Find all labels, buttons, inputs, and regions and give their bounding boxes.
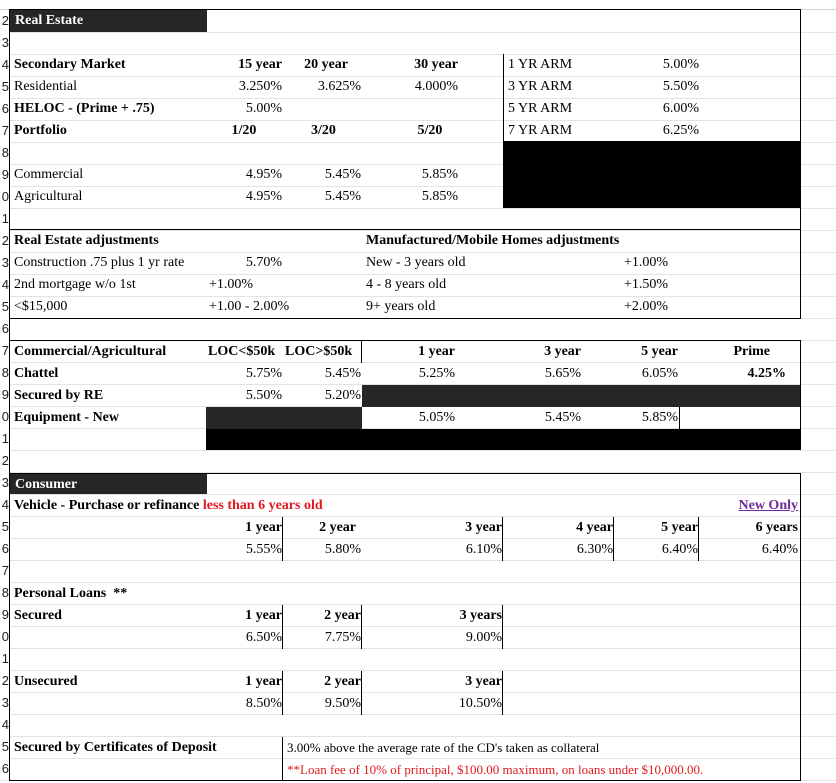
border-line [800, 229, 801, 319]
secured-term-1[interactable]: 1 year [245, 608, 282, 623]
secured-re-loc-over[interactable]: 5.20% [324, 388, 361, 403]
agricultural-20yr[interactable]: 5.45% [324, 189, 361, 204]
header-prime[interactable]: Prime [733, 344, 770, 359]
row-number[interactable]: 2 [0, 10, 10, 33]
row-number[interactable]: 5 [0, 296, 10, 319]
vehicle-rate-1[interactable]: 5.55% [245, 542, 282, 557]
sheet-row [0, 692, 836, 714]
row-number[interactable]: 3 [0, 32, 10, 55]
grid-line [9, 560, 836, 583]
row-number[interactable]: 5 [0, 76, 10, 99]
chattel-label[interactable]: Chattel [14, 366, 59, 381]
grid-line [9, 32, 836, 55]
arm-label-5[interactable]: 5 YR ARM [508, 101, 573, 116]
arm-label-3[interactable]: 3 YR ARM [508, 79, 573, 94]
blocked-cells [362, 385, 800, 407]
arm-label-1[interactable]: 1 YR ARM [508, 57, 573, 72]
vehicle-term-1[interactable]: 1 year [245, 520, 282, 535]
commercial-15yr[interactable]: 4.95% [245, 167, 282, 182]
mh-val-new[interactable]: +1.00% [623, 255, 668, 270]
prime-rate[interactable]: 4.25% [747, 366, 786, 381]
vehicle-rate-5[interactable]: 6.40% [661, 542, 698, 557]
second-mortgage-adj[interactable]: +1.00% [209, 277, 254, 292]
vehicle-rate-4[interactable]: 6.30% [576, 542, 613, 557]
construction-label[interactable]: Construction .75 plus 1 yr rate [14, 255, 185, 270]
border-line [282, 517, 283, 561]
row-number[interactable]: 2 [0, 670, 10, 693]
border-line [361, 671, 362, 715]
mh-label-9plus[interactable]: 9+ years old [366, 299, 436, 314]
secured-rate-3[interactable]: 9.00% [465, 630, 502, 645]
row-number[interactable]: 1 [0, 648, 10, 671]
border-line [503, 54, 504, 142]
row-number[interactable]: 8 [0, 582, 10, 605]
sheet-row [0, 450, 836, 472]
commercial-label[interactable]: Commercial [14, 167, 84, 182]
row-number[interactable]: 3 [0, 472, 10, 495]
unsecured-term-1[interactable]: 1 year [245, 674, 282, 689]
row-number[interactable]: 7 [0, 120, 10, 143]
arm-label-7[interactable]: 7 YR ARM [508, 123, 573, 138]
secured-term-3[interactable]: 3 years [459, 608, 502, 623]
portfolio-15yr[interactable]: 1/20 [231, 123, 257, 138]
row-number[interactable]: 6 [0, 318, 10, 341]
row-number[interactable]: 7 [0, 340, 10, 363]
row-number[interactable]: 3 [0, 692, 10, 715]
chattel-loc-over[interactable]: 5.45% [324, 366, 361, 381]
equipment-label[interactable]: Equipment - New [14, 410, 120, 425]
row-number[interactable]: 4 [0, 274, 10, 297]
second-mortgage-label[interactable]: 2nd mortgage w/o 1st [14, 277, 136, 292]
border-line [282, 737, 283, 781]
agricultural-30yr[interactable]: 5.85% [421, 189, 458, 204]
unsecured-rate-3[interactable]: 10.50% [458, 696, 502, 711]
unsecured-term-3[interactable]: 3 year [465, 674, 502, 689]
under-15000-label[interactable]: <$15,000 [14, 299, 68, 314]
sheet-row [0, 538, 836, 560]
arm-rate-7[interactable]: 6.25% [662, 123, 699, 138]
row-number[interactable]: 2 [0, 230, 10, 253]
border-line [698, 517, 699, 561]
mh-adjustments-title[interactable]: Manufactured/Mobile Homes adjustments [366, 233, 620, 248]
vehicle-term-3[interactable]: 3 year [465, 520, 502, 535]
new-only-link[interactable]: New Only [738, 498, 798, 513]
commercial-30yr[interactable]: 5.85% [421, 167, 458, 182]
border-line [502, 605, 503, 649]
portfolio-20yr[interactable]: 3/20 [311, 123, 336, 138]
sheet-row [0, 670, 836, 692]
loan-fee-note[interactable]: **Loan fee of 10% of principal, $100.00 maximum, on loans under $10,000.00. [287, 762, 704, 777]
row-number[interactable]: 0 [0, 626, 10, 649]
chattel-1-year[interactable]: 5.25% [418, 366, 455, 381]
row-number[interactable]: 5 [0, 516, 10, 539]
grid-line [9, 318, 836, 341]
equipment-3-year[interactable]: 5.45% [544, 410, 581, 425]
sheet-row [0, 516, 836, 538]
border-line [361, 605, 362, 649]
sheet-row [0, 604, 836, 626]
border-line [613, 517, 614, 561]
agricultural-15yr[interactable]: 4.95% [245, 189, 282, 204]
vehicle-label[interactable] [14, 495, 323, 517]
arm-rate-1[interactable]: 5.00% [662, 57, 699, 72]
vehicle-term-2[interactable]: 2 year [319, 520, 356, 535]
sheet-row [0, 208, 836, 230]
row-number[interactable]: 0 [0, 186, 10, 209]
row-number[interactable]: 8 [0, 362, 10, 385]
row-number[interactable]: 4 [0, 494, 10, 517]
residential-label[interactable]: Residential [14, 79, 77, 94]
commercial-20yr[interactable]: 5.45% [324, 167, 361, 182]
blocked-cells [503, 142, 800, 208]
commercial-ag-title[interactable]: Commercial/Agricultural [14, 344, 167, 359]
row-number[interactable]: 1 [0, 428, 10, 451]
border-line [502, 517, 503, 561]
border-line [679, 407, 680, 429]
header-3-year[interactable]: 3 year [544, 344, 581, 359]
unsecured-term-2[interactable]: 2 year [324, 674, 361, 689]
mh-label-4-8[interactable]: 4 - 8 years old [366, 277, 447, 292]
real-estate-title[interactable]: Real Estate [10, 10, 207, 32]
secured-re-label[interactable]: Secured by RE [14, 388, 104, 403]
secured-re-loc-under[interactable]: 5.50% [245, 388, 282, 403]
border-line [9, 9, 10, 781]
grid-line [9, 714, 836, 737]
vehicle-rate-3[interactable]: 6.10% [465, 542, 502, 557]
cd-note[interactable]: 3.00% above the average rate of the CD's taken as collateral [287, 740, 600, 755]
border-line [282, 605, 283, 649]
row-number[interactable]: 6 [0, 538, 10, 561]
sheet-row [0, 626, 836, 648]
heloc-label[interactable]: HELOC - (Prime + .75) [14, 101, 155, 116]
header-loc-under-50k[interactable]: LOC<$50k [208, 344, 276, 359]
header-loc-over-50k[interactable]: LOC>$50k [285, 344, 353, 359]
grid-line [9, 648, 836, 671]
sheet-row [0, 648, 836, 670]
residential-20yr[interactable]: 3.625% [317, 79, 361, 94]
vehicle-age-note: less than 6 years old [202, 498, 323, 513]
row-number[interactable]: 1 [0, 208, 10, 231]
vehicle-rate-6[interactable]: 6.40% [761, 542, 798, 557]
unsecured-rate-1[interactable]: 8.50% [245, 696, 282, 711]
residential-30yr[interactable]: 4.000% [414, 79, 458, 94]
mh-label-new[interactable]: New - 3 years old [366, 255, 466, 270]
equipment-1-year[interactable]: 5.05% [418, 410, 455, 425]
row-number[interactable]: 9 [0, 164, 10, 187]
border-line [282, 671, 283, 715]
border-line [361, 341, 362, 363]
border-line [9, 318, 800, 319]
personal-loans-label[interactable] [14, 583, 127, 605]
term-15-year[interactable]: 15 year [238, 57, 282, 72]
sheet-row [0, 560, 836, 582]
personal-loans-text: Personal Loans [14, 586, 107, 601]
residential-15yr[interactable]: 3.250% [238, 79, 282, 94]
construction-rate[interactable]: 5.70% [245, 255, 282, 270]
agricultural-label[interactable]: Agricultural [14, 189, 83, 204]
secured-label[interactable]: Secured [14, 608, 62, 623]
secondary-market-label[interactable]: Secondary Market [14, 57, 126, 72]
vehicle-term-5[interactable]: 5 year [661, 520, 698, 535]
row-number[interactable]: 4 [0, 54, 10, 77]
grid-line [9, 450, 836, 473]
sheet-row [0, 32, 836, 54]
row-number[interactable]: 6 [0, 98, 10, 121]
consumer-title[interactable]: Consumer [10, 474, 207, 494]
vehicle-label-text: Vehicle - Purchase or refinance [14, 498, 203, 513]
unsecured-label[interactable]: Unsecured [14, 674, 78, 689]
row-number[interactable]: 2 [0, 450, 10, 473]
border-line [800, 473, 801, 781]
heloc-rate[interactable]: 5.00% [245, 101, 282, 116]
re-adjustments-title[interactable]: Real Estate adjustments [14, 233, 159, 248]
portfolio-30yr[interactable]: 5/20 [417, 123, 443, 138]
chattel-3-year[interactable]: 5.65% [544, 366, 581, 381]
secured-rate-2[interactable]: 7.75% [324, 630, 361, 645]
mh-val-9plus[interactable]: +2.00% [623, 299, 668, 314]
arm-rate-3[interactable]: 5.50% [662, 79, 699, 94]
row-number[interactable]: 3 [0, 252, 10, 275]
border-line [800, 340, 801, 450]
border-line [800, 9, 801, 230]
row-number[interactable]: 0 [0, 406, 10, 429]
row-number[interactable]: 9 [0, 384, 10, 407]
sheet-row [0, 714, 836, 736]
sheet-row [0, 318, 836, 340]
row-number[interactable]: 6 [0, 758, 10, 781]
blocked-cells [206, 429, 800, 450]
unsecured-rate-2[interactable]: 9.50% [324, 696, 361, 711]
portfolio-label[interactable]: Portfolio [14, 123, 67, 138]
under-15000-adj[interactable]: +1.00 - 2.00% [209, 299, 290, 314]
vehicle-rate-2[interactable]: 5.80% [324, 542, 361, 557]
personal-loans-stars: ** [113, 586, 128, 601]
vehicle-term-6[interactable]: 6 years [755, 520, 798, 535]
row-number[interactable]: 9 [0, 604, 10, 627]
vehicle-term-4[interactable]: 4 year [576, 520, 613, 535]
secured-term-2[interactable]: 2 year [324, 608, 361, 623]
row-number[interactable]: 4 [0, 714, 10, 737]
term-20-year[interactable]: 20 year [304, 57, 348, 72]
row-number[interactable]: 5 [0, 736, 10, 759]
chattel-5-year[interactable]: 6.05% [641, 366, 678, 381]
grid-line [9, 582, 836, 605]
chattel-loc-under[interactable]: 5.75% [245, 366, 282, 381]
term-30-year[interactable]: 30 year [414, 57, 458, 72]
header-1-year[interactable]: 1 year [418, 344, 455, 359]
mh-val-4-8[interactable]: +1.50% [623, 277, 668, 292]
blocked-cells [206, 407, 362, 429]
cd-secured-label[interactable]: Secured by Certificates of Deposit [14, 740, 217, 755]
grid-line [9, 208, 836, 231]
secured-rate-1[interactable]: 6.50% [245, 630, 282, 645]
row-number[interactable]: 8 [0, 142, 10, 165]
row-number[interactable]: 7 [0, 560, 10, 583]
border-line [9, 9, 800, 10]
header-5-year[interactable]: 5 year [641, 344, 678, 359]
arm-rate-5[interactable]: 6.00% [662, 101, 699, 116]
equipment-5-year[interactable]: 5.85% [641, 410, 678, 425]
border-line [502, 671, 503, 715]
